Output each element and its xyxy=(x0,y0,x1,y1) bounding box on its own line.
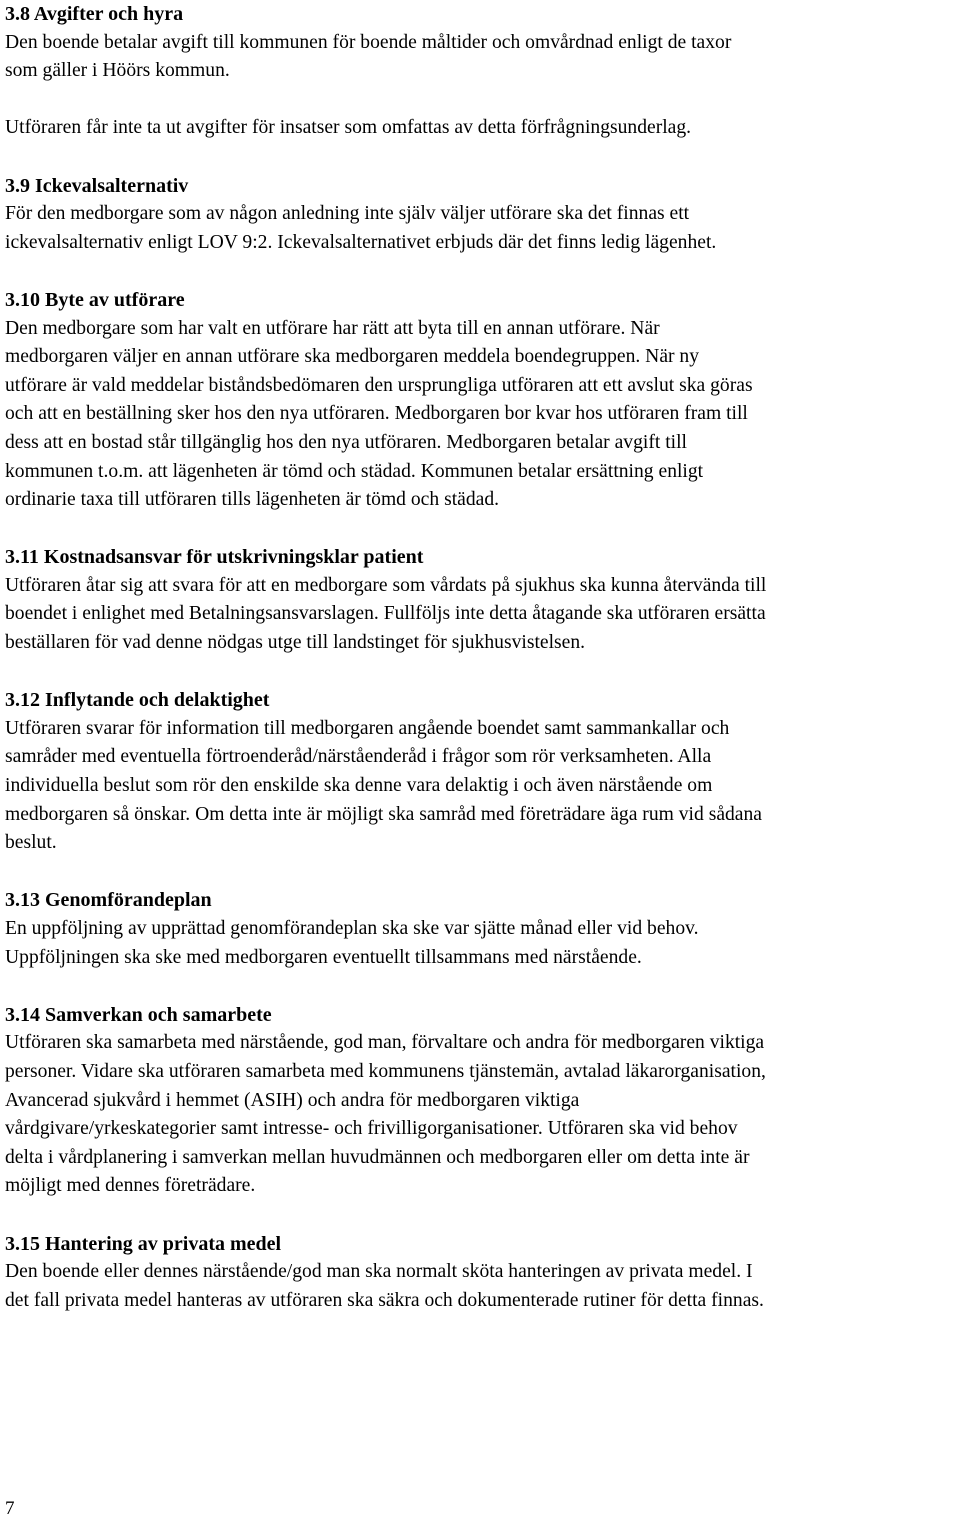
document-section xyxy=(5,1230,960,1316)
text-line: vårdgivare/yrkeskategorier samt intresse- och frivilligorganisationer. Utföraren ska vid behov xyxy=(5,1118,738,1140)
document-page xyxy=(5,0,960,1315)
text-line: möjligt med dennes företrädare. xyxy=(5,1175,256,1197)
text-line: dess att en bostad står tillgänglig hos den nya utföraren. Medborgaren betalar avgift till xyxy=(5,431,687,453)
section-heading: 3.13 Genomförandeplan xyxy=(5,889,212,912)
text-line: kommunen t.o.m. att lägenheten är tömd och städad. Kommunen betalar ersättning enligt xyxy=(5,460,704,482)
section-heading: 3.10 Byte av utförare xyxy=(5,288,185,311)
text-line: personer. Vidare ska utföraren samarbeta med kommunens tjänstemän, avtalad läkarorganisation, xyxy=(5,1060,766,1082)
document-section xyxy=(5,0,960,143)
text-line: som gäller i Höörs kommun. xyxy=(5,60,230,82)
text-line: boendet i enlighet med Betalningsansvarslagen. Fullföljs inte detta åtagande ska utföraren ersätta xyxy=(5,603,766,625)
text-line: Utföraren svarar för information till medborgaren angående boendet samt sammankallar och xyxy=(5,717,730,739)
text-line: Avancerad sjukvård i hemmet (ASIH) och andra för medborgaren viktiga xyxy=(5,1089,580,1111)
paragraph-spacer xyxy=(5,86,960,115)
text-line: Utföraren åtar sig att svara för att en medborgare som vårdats på sjukhus ska kunna återvända till xyxy=(5,574,767,596)
document-section xyxy=(5,886,960,972)
text-line: utförare är vald meddelar biståndsbedömaren den ursprungliga utföraren att ett avslut ska göras xyxy=(5,374,753,396)
section-spacer xyxy=(5,858,960,887)
document-section xyxy=(5,172,960,258)
text-line: samråder med eventuella förtroenderåd/närståenderåd i frågor som rör verksamheten. Alla xyxy=(5,746,712,768)
text-line: beslut. xyxy=(5,832,57,854)
section-heading: 3.14 Samverkan och samarbete xyxy=(5,1003,272,1026)
section-paragraph xyxy=(5,715,960,858)
text-line: ordinarie taxa till utföraren tills lägenheten är tömd och städad. xyxy=(5,489,500,511)
section-spacer xyxy=(5,143,960,172)
section-paragraph xyxy=(5,915,960,972)
document-section xyxy=(5,686,960,858)
section-heading: 3.12 Inflytande och delaktighet xyxy=(5,689,270,712)
text-line: Den medborgare som har valt en utförare har rätt att byta till en annan utförare. När xyxy=(5,317,660,339)
section-spacer xyxy=(5,257,960,286)
text-line: Uppföljningen ska ske med medborgaren eventuellt tillsammans med närstående. xyxy=(5,946,642,968)
text-line: Den boende betalar avgift till kommunen för boende måltider och omvårdnad enligt de taxor xyxy=(5,31,732,53)
document-body xyxy=(5,0,960,1315)
section-heading: 3.11 Kostnadsansvar för utskrivningsklar patient xyxy=(5,546,424,569)
text-line: medborgaren väljer en annan utförare ska medborgaren meddela boendegruppen. När ny xyxy=(5,346,700,368)
text-line: delta i vårdplanering i samverkan mellan huvudmännen och medborgaren eller om detta inte är xyxy=(5,1146,750,1168)
section-heading: 3.15 Hantering av privata medel xyxy=(5,1232,282,1255)
document-section xyxy=(5,1001,960,1201)
text-line: beställaren för vad denne nödgas utge till landstinget för sjukhusvistelsen. xyxy=(5,632,586,654)
section-heading: 3.9 Ickevalsalternativ xyxy=(5,174,189,197)
page-number: 7 xyxy=(5,1498,15,1519)
section-paragraph xyxy=(5,1258,960,1315)
text-line: Utföraren ska samarbeta med närstående, god man, förvaltare och andra för medborgaren viktiga xyxy=(5,1032,765,1054)
text-line: En uppföljning av upprättad genomförandeplan ska ske var sjätte månad eller vid behov. xyxy=(5,918,699,939)
section-paragraph xyxy=(5,315,960,515)
section-spacer xyxy=(5,515,960,544)
section-paragraph xyxy=(5,29,960,86)
section-spacer xyxy=(5,972,960,1001)
text-line: ickevalsalternativ enligt LOV 9:2. Ickevalsalternativet erbjuds där det finns ledig lägenhet. xyxy=(5,231,717,253)
section-heading: 3.8 Avgifter och hyra xyxy=(5,3,184,25)
text-line: För den medborgare som av någon anledning inte själv väljer utförare ska det finnas ett xyxy=(5,203,690,225)
text-line: det fall privata medel hanteras av utföraren ska säkra och dokumenterade rutiner för detta finnas. xyxy=(5,1289,764,1311)
section-paragraph xyxy=(5,1029,960,1201)
text-line: Den boende eller dennes närstående/god man ska normalt sköta hanteringen av privata medel. I xyxy=(5,1261,753,1283)
section-spacer xyxy=(5,1201,960,1230)
text-line: och att en beställning sker hos den nya utföraren. Medborgaren bor kvar hos utföraren fram till xyxy=(5,403,748,425)
section-paragraph xyxy=(5,572,960,658)
section-paragraph xyxy=(5,114,960,143)
section-spacer xyxy=(5,658,960,687)
section-paragraph xyxy=(5,200,960,257)
text-line: individuella beslut som rör den enskilde ska denne vara delaktig i och även närstående om xyxy=(5,775,713,797)
text-line: medborgaren så önskar. Om detta inte är möjligt ska samråd med företrädare äga rum vid sådana xyxy=(5,803,762,825)
document-section xyxy=(5,286,960,515)
document-section xyxy=(5,543,960,657)
text-line: Utföraren får inte ta ut avgifter för insatser som omfattas av detta förfrågningsunderlag. xyxy=(5,117,692,139)
